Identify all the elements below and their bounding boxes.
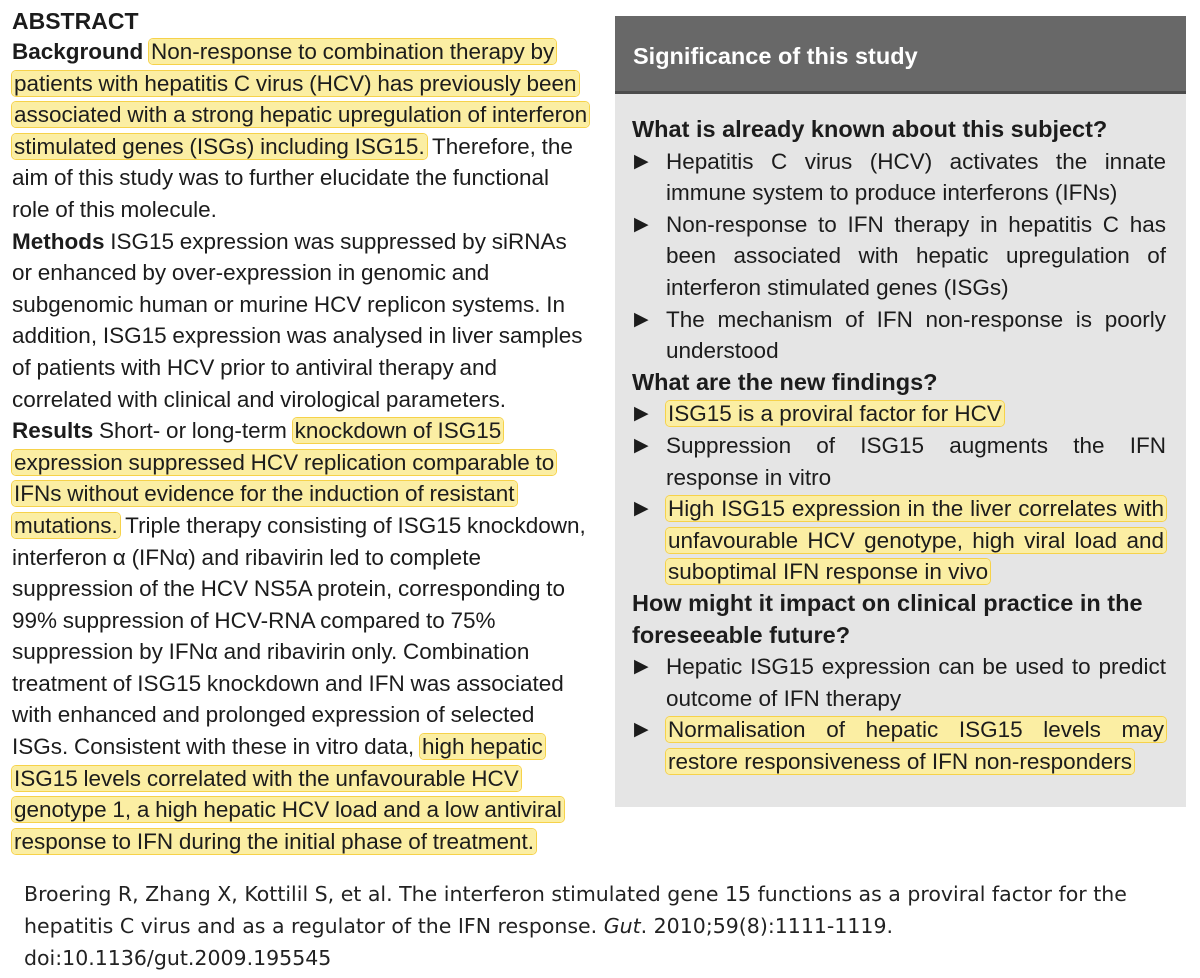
triangle-bullet-icon: ▶ bbox=[634, 656, 649, 678]
methods-text: ISG15 expression was suppressed by siRNAs or enhanced by over-expression in genomic and subgenomic human or murine HCV replicon systems. In addition, ISG15 expression was analysed in liver samples of patients with HCV prior to antiviral therapy and correlated with clinical and virological parameters. bbox=[12, 228, 583, 412]
impact-list bbox=[632, 651, 1166, 777]
results-middle: Triple therapy consisting of ISG15 knockdown, interferon α (IFNα) and ribavirin led to complete suppression of the HCV NS5A protein, corresponding to 99% suppression of HCV-RNA compared to 75% suppression by IFNα and ribavirin only. Combination treatment of ISG15 knockdown and IFN was associated with enhanced and prolonged expression of selected ISGs. Consistent with these in vitro data, bbox=[12, 512, 586, 760]
list-item bbox=[632, 398, 1166, 430]
list-item bbox=[632, 304, 1166, 367]
triangle-bullet-icon: ▶ bbox=[634, 150, 649, 172]
triangle-bullet-icon: ▶ bbox=[634, 498, 649, 520]
methods-paragraph bbox=[12, 226, 592, 416]
significance-body bbox=[615, 94, 1186, 777]
triangle-bullet-icon: ▶ bbox=[634, 434, 649, 456]
list-item bbox=[632, 146, 1166, 209]
known-list bbox=[632, 146, 1166, 367]
list-item-text: Hepatic ISG15 expression can be used to predict outcome of IFN therapy bbox=[666, 654, 1166, 711]
methods-label: Methods bbox=[12, 228, 105, 254]
triangle-bullet-icon: ▶ bbox=[634, 403, 649, 425]
triangle-bullet-icon: ▶ bbox=[634, 719, 649, 741]
list-item-text: ISG15 is a proviral factor for HCV bbox=[668, 401, 1002, 427]
section-question-new-findings: What are the new findings? bbox=[632, 368, 938, 395]
list-item-text: The mechanism of IFN non-response is poorly understood bbox=[666, 306, 1166, 364]
section-question-known: What is already known about this subject? bbox=[632, 116, 1108, 142]
abstract-column bbox=[12, 6, 592, 857]
abstract-heading: ABSTRACT bbox=[12, 8, 139, 34]
list-item-text: Normalisation of hepatic ISG15 levels may restore responsiveness of IFN non-responders bbox=[668, 717, 1164, 774]
section-question-clinical-impact: How might it impact on clinical practice in the foreseeable future? bbox=[632, 589, 1143, 648]
background-rest: Therefore, the aim of this study was to further elucidate the functional role of this molecule. bbox=[12, 133, 573, 222]
results-highlight-hepatic-levels: high hepatic ISG15 levels correlated with the unfavourable HCV genotype 1, a high hepatic HCV load and a low antiviral response to IFN during the initial phase of treatment. bbox=[14, 734, 562, 854]
results-paragraph bbox=[12, 415, 592, 857]
list-item-text: High ISG15 expression in the liver correlates with unfavourable HCV genotype, high viral load and suboptimal IFN response in vivo bbox=[668, 496, 1164, 585]
background-paragraph bbox=[12, 36, 592, 226]
list-item bbox=[632, 493, 1166, 588]
citation-journal: Gut bbox=[603, 914, 641, 938]
citation-authors-title: Broering R, Zhang X, Kottilil S, et al. The interferon stimulated gene 15 functions as a proviral factor for the hepatitis C virus and as a regulator of the IFN response. bbox=[24, 882, 1127, 938]
list-item-text: Hepatitis C virus (HCV) activates the innate immune system to produce interferons (IFNs) bbox=[666, 148, 1166, 206]
list-item bbox=[632, 651, 1166, 714]
triangle-bullet-icon: ▶ bbox=[634, 308, 649, 330]
list-item-text: Suppression of ISG15 augments the IFN response in vitro bbox=[666, 432, 1166, 490]
triangle-bullet-icon: ▶ bbox=[634, 213, 649, 235]
results-intro: Short- or long-term bbox=[93, 418, 293, 444]
significance-box bbox=[615, 16, 1186, 807]
results-highlight-knockdown: knockdown of ISG15 expression suppressed HCV replication comparable to IFNs without evidence for the induction of resistant mutations. bbox=[14, 418, 555, 538]
background-highlight: Non-response to combination therapy by patients with hepatitis C virus (HCV) has previously been associated with a strong hepatic upregulation of interferon stimulated genes (ISGs) including ISG15. bbox=[14, 39, 588, 159]
significance-title: Significance of this study bbox=[615, 16, 1186, 94]
list-item-text: Non-response to IFN therapy in hepatitis C has been associated with hepatic upregulation of interferon stimulated genes (ISGs) bbox=[666, 211, 1166, 300]
findings-list bbox=[632, 398, 1166, 588]
list-item bbox=[632, 430, 1166, 493]
citation-doi: doi:10.1136/gut.2009.195545 bbox=[24, 946, 332, 970]
citation bbox=[24, 878, 1184, 974]
list-item bbox=[632, 714, 1166, 777]
results-label: Results bbox=[12, 418, 94, 444]
list-item bbox=[632, 209, 1166, 304]
citation-details: . 2010;59(8):1111-1119. bbox=[640, 914, 894, 938]
background-label: Background bbox=[12, 39, 144, 64]
